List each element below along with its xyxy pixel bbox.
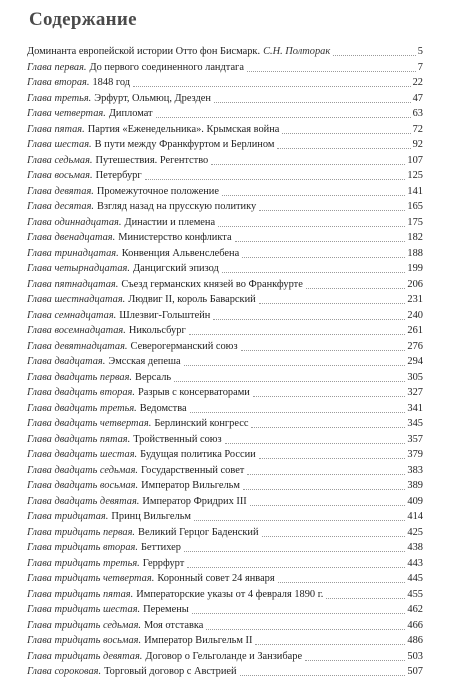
- chapter-heading: Съезд германских князей во Франкфурте: [121, 278, 302, 292]
- chapter-label: Глава третья.: [27, 92, 91, 106]
- page-number: 379: [407, 448, 423, 462]
- chapter-label: Глава тридцать первая.: [27, 526, 135, 540]
- toc-entry[interactable]: [27, 524, 423, 540]
- chapter-label: Глава тридцать пятая.: [27, 588, 133, 602]
- page-number: 438: [407, 541, 423, 555]
- chapter-label: Глава десятая.: [27, 200, 94, 214]
- chapter-heading: Северогерманский союз: [131, 340, 238, 354]
- dot-leader: [259, 303, 406, 304]
- chapter-heading: Будущая политика России: [140, 448, 256, 462]
- chapter-label: Глава восемнадцатая.: [27, 324, 126, 338]
- dot-leader: [262, 536, 406, 537]
- chapter-label: Глава четвертая.: [27, 107, 106, 121]
- page-number: 125: [407, 169, 423, 183]
- chapter-heading: Ведомства: [140, 402, 187, 416]
- chapter-heading: Династии и племена: [124, 216, 215, 230]
- chapter-label: Глава двадцатая.: [27, 355, 105, 369]
- chapter-label: Глава двадцать пятая.: [27, 433, 130, 447]
- dot-leader: [255, 644, 405, 645]
- page-number: 7: [418, 61, 423, 75]
- dot-leader: [222, 272, 406, 273]
- toc-entry[interactable]: [27, 276, 423, 292]
- dot-leader: [259, 458, 406, 459]
- chapter-label: Глава сороковая.: [27, 665, 101, 679]
- chapter-heading: Император Фридрих III: [142, 495, 246, 509]
- dot-leader: [187, 567, 405, 568]
- toc-entry[interactable]: [27, 59, 423, 75]
- toc-entry[interactable]: [27, 230, 423, 246]
- chapter-label: Глава двадцать седьмая.: [27, 464, 138, 478]
- dot-leader: [189, 334, 406, 335]
- page-number: 503: [407, 650, 423, 664]
- page-number: 455: [407, 588, 423, 602]
- page-number: 445: [407, 572, 423, 586]
- chapter-heading: Перемены: [143, 603, 189, 617]
- dot-leader: [218, 226, 405, 227]
- table-of-contents: [27, 43, 423, 679]
- toc-entry[interactable]: [27, 385, 423, 401]
- dot-leader: [247, 71, 416, 72]
- chapter-heading: Министерство конфликта: [118, 231, 231, 245]
- dot-leader: [306, 288, 406, 289]
- toc-entry[interactable]: [27, 43, 423, 59]
- chapter-heading: Партия «Еженедельника». Крымская война: [88, 123, 280, 137]
- dot-leader: [282, 133, 410, 134]
- page-number: 92: [413, 138, 423, 152]
- page-number: 276: [407, 340, 423, 354]
- chapter-heading: Договор о Гельголанде и Занзибаре: [145, 650, 302, 664]
- page-number: 188: [407, 247, 423, 261]
- page-number: 414: [407, 510, 423, 524]
- chapter-heading: Версаль: [135, 371, 171, 385]
- toc-entry[interactable]: [27, 137, 423, 153]
- chapter-heading: Императорские указы от 4 февраля 1890 г.: [136, 588, 323, 602]
- chapter-heading: Принц Вильгельм: [111, 510, 191, 524]
- chapter-label: Глава восьмая.: [27, 169, 93, 183]
- chapter-heading: Тройственный союз: [133, 433, 221, 447]
- toc-entry[interactable]: [27, 400, 423, 416]
- chapter-label: Глава тридцать восьмая.: [27, 634, 141, 648]
- toc-entry[interactable]: [27, 168, 423, 184]
- dot-leader: [253, 396, 406, 397]
- toc-entry[interactable]: [27, 183, 423, 199]
- chapter-heading: Конвенция Альвенслебена: [122, 247, 239, 261]
- page-number: 5: [418, 45, 423, 59]
- chapter-label: Глава пятнадцатая.: [27, 278, 118, 292]
- chapter-label: Глава первая.: [27, 61, 87, 75]
- chapter-heading: Эрфурт, Ольмюц, Дрезден: [94, 92, 211, 106]
- toc-entry[interactable]: [27, 509, 423, 525]
- dot-leader: [213, 319, 405, 320]
- chapter-heading: Путешествия. Регентство: [96, 154, 209, 168]
- page-number: 141: [407, 185, 423, 199]
- entry-author: С.Н. Полторак: [263, 45, 330, 59]
- chapter-label: Глава двенадцатая.: [27, 231, 115, 245]
- dot-leader: [333, 55, 416, 56]
- page-number: 425: [407, 526, 423, 540]
- dot-leader: [235, 241, 406, 242]
- toc-entry[interactable]: [27, 245, 423, 261]
- chapter-label: Глава четырнадцатая.: [27, 262, 130, 276]
- dot-leader: [190, 412, 406, 413]
- dot-leader: [243, 489, 405, 490]
- toc-entry[interactable]: [27, 354, 423, 370]
- toc-entry[interactable]: [27, 447, 423, 463]
- dot-leader: [184, 365, 406, 366]
- toc-entry[interactable]: [27, 416, 423, 432]
- dot-leader: [242, 257, 405, 258]
- chapter-heading: Разрыв с консерваторами: [138, 386, 250, 400]
- page-number: 507: [407, 665, 423, 679]
- toc-entry[interactable]: [27, 493, 423, 509]
- toc-entry[interactable]: [27, 307, 423, 323]
- dot-leader: [241, 350, 406, 351]
- toc-entry[interactable]: [27, 261, 423, 277]
- chapter-label: Глава девятнадцатая.: [27, 340, 128, 354]
- chapter-label: Глава двадцать третья.: [27, 402, 137, 416]
- dot-leader: [211, 164, 405, 165]
- dot-leader: [278, 582, 406, 583]
- toc-entry[interactable]: [27, 602, 423, 618]
- chapter-heading: Промежуточное положение: [97, 185, 219, 199]
- chapter-label: Глава пятая.: [27, 123, 85, 137]
- toc-entry[interactable]: [27, 586, 423, 602]
- toc-entry[interactable]: [27, 214, 423, 230]
- page-number: 47: [413, 92, 423, 106]
- toc-entry[interactable]: [27, 199, 423, 215]
- dot-leader: [156, 117, 411, 118]
- page-number: 175: [407, 216, 423, 230]
- page-number: 327: [407, 386, 423, 400]
- chapter-label: Глава двадцать шестая.: [27, 448, 137, 462]
- page-number: 72: [413, 123, 423, 137]
- dot-leader: [222, 195, 405, 196]
- page-number: 182: [407, 231, 423, 245]
- page-number: 261: [407, 324, 423, 338]
- chapter-heading: Моя отставка: [144, 619, 203, 633]
- chapter-label: Глава двадцать первая.: [27, 371, 132, 385]
- chapter-heading: Торговый договор с Австрией: [104, 665, 236, 679]
- chapter-heading: Петербург: [96, 169, 142, 183]
- dot-leader: [133, 86, 411, 87]
- page-number: 107: [407, 154, 423, 168]
- chapter-label: Глава одиннадцатая.: [27, 216, 121, 230]
- toc-entry[interactable]: [27, 292, 423, 308]
- chapter-heading: Беттихер: [141, 541, 181, 555]
- chapter-label: Глава девятая.: [27, 185, 94, 199]
- toc-entry[interactable]: [27, 338, 423, 354]
- chapter-label: Глава двадцать вторая.: [27, 386, 135, 400]
- chapter-label: Глава тридцать седьмая.: [27, 619, 141, 633]
- page-number: 199: [407, 262, 423, 276]
- chapter-heading: 1848 год: [92, 76, 130, 90]
- page-number: 165: [407, 200, 423, 214]
- chapter-heading: Людвиг II, король Баварский: [128, 293, 255, 307]
- page-number: 486: [407, 634, 423, 648]
- dot-leader: [259, 210, 405, 211]
- dot-leader: [225, 443, 406, 444]
- chapter-heading: Взгляд назад на прусскую политику: [97, 200, 256, 214]
- toc-entry[interactable]: [27, 431, 423, 447]
- chapter-heading: Великий Герцог Баденский: [138, 526, 259, 540]
- chapter-heading: Государственный совет: [141, 464, 244, 478]
- page-number: 345: [407, 417, 423, 431]
- page-number: 462: [407, 603, 423, 617]
- dot-leader: [305, 660, 405, 661]
- chapter-label: Глава тридцатая.: [27, 510, 108, 524]
- toc-entry[interactable]: [27, 323, 423, 339]
- page-number: 206: [407, 278, 423, 292]
- chapter-label: Глава вторая.: [27, 76, 89, 90]
- toc-entry[interactable]: [27, 75, 423, 91]
- toc-entry[interactable]: [27, 648, 423, 664]
- page-number: 294: [407, 355, 423, 369]
- chapter-label: Глава семнадцатая.: [27, 309, 116, 323]
- chapter-label: Глава шестая.: [27, 138, 92, 152]
- toc-entry[interactable]: [27, 90, 423, 106]
- dot-leader: [206, 629, 405, 630]
- toc-entry[interactable]: [27, 664, 423, 679]
- toc-entry[interactable]: [27, 555, 423, 571]
- dot-leader: [250, 505, 406, 506]
- dot-leader: [251, 427, 405, 428]
- dot-leader: [192, 613, 406, 614]
- chapter-heading: Доминанта европейской истории Отто фон Бисмарк.: [27, 45, 260, 59]
- chapter-heading: Император Вильгельм II: [144, 634, 252, 648]
- chapter-heading: Никольсбург: [129, 324, 186, 338]
- dot-leader: [184, 551, 405, 552]
- dot-leader: [214, 102, 411, 103]
- toc-entry[interactable]: [27, 462, 423, 478]
- chapter-heading: Геррфурт: [143, 557, 185, 571]
- toc-entry[interactable]: [27, 369, 423, 385]
- chapter-label: Глава тридцать четвертая.: [27, 572, 154, 586]
- page-number: 22: [413, 76, 423, 90]
- toc-entry[interactable]: [27, 540, 423, 556]
- page-number: 409: [407, 495, 423, 509]
- chapter-label: Глава тринадцатая.: [27, 247, 119, 261]
- dot-leader: [194, 520, 405, 521]
- chapter-heading: Эмсская депеша: [108, 355, 180, 369]
- chapter-heading: Данцигский эпизод: [133, 262, 219, 276]
- chapter-heading: Шлезвиг-Гольштейн: [119, 309, 210, 323]
- page-number: 63: [413, 107, 423, 121]
- page-number: 357: [407, 433, 423, 447]
- chapter-label: Глава двадцать четвертая.: [27, 417, 151, 431]
- page-number: 231: [407, 293, 423, 307]
- toc-entry[interactable]: [27, 478, 423, 494]
- dot-leader: [277, 148, 410, 149]
- page-number: 240: [407, 309, 423, 323]
- dot-leader: [174, 381, 405, 382]
- toc-entry[interactable]: [27, 633, 423, 649]
- page-number: 443: [407, 557, 423, 571]
- page-number: 341: [407, 402, 423, 416]
- dot-leader: [326, 598, 405, 599]
- page-number: 383: [407, 464, 423, 478]
- toc-entry[interactable]: [27, 121, 423, 137]
- toc-entry[interactable]: [27, 571, 423, 587]
- toc-entry[interactable]: [27, 152, 423, 168]
- page-title: Содержание: [29, 9, 137, 31]
- toc-entry[interactable]: [27, 617, 423, 633]
- chapter-label: Глава тридцать девятая.: [27, 650, 142, 664]
- toc-entry[interactable]: [27, 106, 423, 122]
- chapter-heading: В пути между Франкфуртом и Берлином: [95, 138, 275, 152]
- page-number: 389: [407, 479, 423, 493]
- chapter-heading: До первого соединенного ландтага: [90, 61, 244, 75]
- chapter-label: Глава седьмая.: [27, 154, 93, 168]
- chapter-heading: Коронный совет 24 января: [157, 572, 274, 586]
- dot-leader: [247, 474, 405, 475]
- chapter-label: Глава тридцать третья.: [27, 557, 140, 571]
- chapter-label: Глава двадцать восьмая.: [27, 479, 138, 493]
- dot-leader: [240, 675, 406, 676]
- page-number: 466: [407, 619, 423, 633]
- chapter-label: Глава тридцать вторая.: [27, 541, 138, 555]
- chapter-label: Глава двадцать девятая.: [27, 495, 139, 509]
- chapter-heading: Дипломат: [109, 107, 153, 121]
- page-number: 305: [407, 371, 423, 385]
- chapter-label: Глава шестнадцатая.: [27, 293, 125, 307]
- chapter-heading: Император Вильгельм: [141, 479, 240, 493]
- chapter-heading: Берлинский конгресс: [154, 417, 248, 431]
- chapter-label: Глава тридцать шестая.: [27, 603, 140, 617]
- dot-leader: [145, 179, 406, 180]
